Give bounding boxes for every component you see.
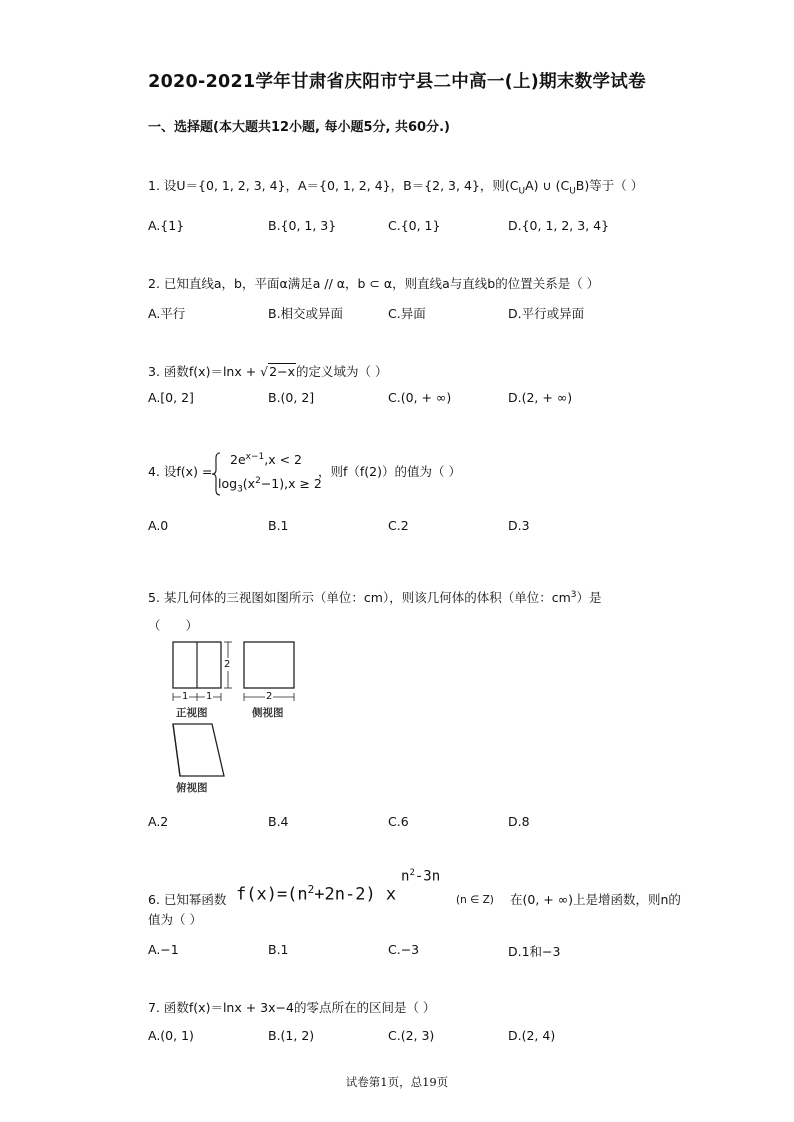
page-title: 2020-2021学年甘肃省庆阳市宁县二中高一(上)期末数学试卷	[148, 72, 646, 92]
option-d: D.平行或异面	[508, 306, 585, 321]
option-a: A.2	[148, 814, 169, 829]
top-view-label: 俯视图	[176, 782, 208, 794]
option-b: B.(1, 2)	[268, 1028, 315, 1043]
option-a: A.−1	[148, 942, 179, 957]
option-c: C.−3	[388, 942, 420, 957]
question-1-options	[148, 218, 648, 236]
option-a: A.{1}	[148, 218, 185, 233]
option-b: B.1	[268, 518, 289, 533]
option-a: A.平行	[148, 306, 186, 321]
case-1: $2e^{x-1},x < 2$	[230, 452, 302, 468]
question-6-stem: 6. 已知幂函数 $f(x)=(n^2+2n-2)$ x $n^2-3n$ (n ∈ Z) 在(0, + ∞)上是增函数，则n的	[148, 868, 681, 907]
question-5-stem: 5. 某几何体的三视图如图所示（单位：cm），则该几何体的体积（单位：$cm^3$）是	[148, 589, 602, 605]
question-2-options	[148, 304, 648, 322]
front-view-label: 正视图	[176, 707, 208, 719]
question-6-options	[148, 942, 648, 960]
case-2: $\log_3(x^2-1),x \ge 2$	[218, 476, 322, 495]
option-c: C.{0, 1}	[388, 218, 441, 233]
side-view-label: 侧视图	[252, 707, 284, 719]
option-d: D.1和−3	[508, 944, 561, 959]
section-heading: 一、选择题(本大题共12小题, 每小题5分, 共60分.)	[148, 120, 450, 135]
option-a: A.(0, 1)	[148, 1028, 194, 1043]
option-c: C.(0, + ∞)	[388, 390, 452, 405]
question-4-stem: 4. 设f(x) = $2e^{x-1},x < 2$ $\log_3(x^2-1),x \ge 2$ ，则f（f(2)）的值为（ ）	[148, 452, 461, 495]
option-c: C.异面	[388, 306, 426, 321]
option-b: B.相交或异面	[268, 306, 344, 321]
option-d: D.(2, 4)	[508, 1028, 556, 1043]
question-4-options	[148, 518, 648, 536]
option-b: B.1	[268, 942, 289, 957]
question-5-stem-line2: （ ）	[148, 618, 199, 633]
exponent: $n^2-3n$	[401, 868, 441, 885]
option-c: C.(2, 3)	[388, 1028, 435, 1043]
question-5-options	[148, 814, 648, 832]
sqrt-sign: √	[260, 364, 269, 379]
option-d: D.{0, 1, 2, 3, 4}	[508, 218, 610, 233]
option-b: B.(0, 2]	[268, 390, 315, 405]
option-d: D.3	[508, 518, 530, 533]
page-footer: 试卷第1页，总19页	[345, 1075, 449, 1089]
question-7-options	[148, 1028, 648, 1046]
option-d: D.8	[508, 814, 530, 829]
question-1-stem: 1. 设U＝{0, 1, 2, 3, 4}，A＝{0, 1, 2, 4}，B＝{2, 3, 4}，则$(C_UA)$ ∪ $(C_UB)$等于（ ）	[148, 178, 644, 197]
option-c: C.6	[388, 814, 409, 829]
question-6-stem-line2: 值为（ ）	[148, 912, 202, 927]
question-3-options	[148, 390, 648, 408]
question-7-stem: 7. 函数f(x)＝lnx + 3x−4的零点所在的区间是（ ）	[148, 1000, 436, 1015]
option-a: A.[0, 2]	[148, 390, 194, 405]
question-2-stem: 2. 已知直线a，b，平面α满足a // α，b ⊂ α，则直线a与直线b的位置关系是（ ）	[148, 276, 600, 291]
radicand: 2−x	[269, 364, 295, 379]
option-b: B.4	[268, 814, 289, 829]
option-d: D.(2, + ∞)	[508, 390, 573, 405]
power-function-formula: $f(x)=(n^2+2n-2)$ x	[236, 883, 397, 905]
option-c: C.2	[388, 518, 409, 533]
option-a: A.0	[148, 518, 169, 533]
three-view-figure: 1 1 2 2 正视图 侧视图 俯视图	[168, 636, 318, 796]
question-3-stem: 3. 函数f(x)＝lnx + √2−x的定义域为（ ）	[148, 364, 388, 379]
option-b: B.{0, 1, 3}	[268, 218, 337, 233]
